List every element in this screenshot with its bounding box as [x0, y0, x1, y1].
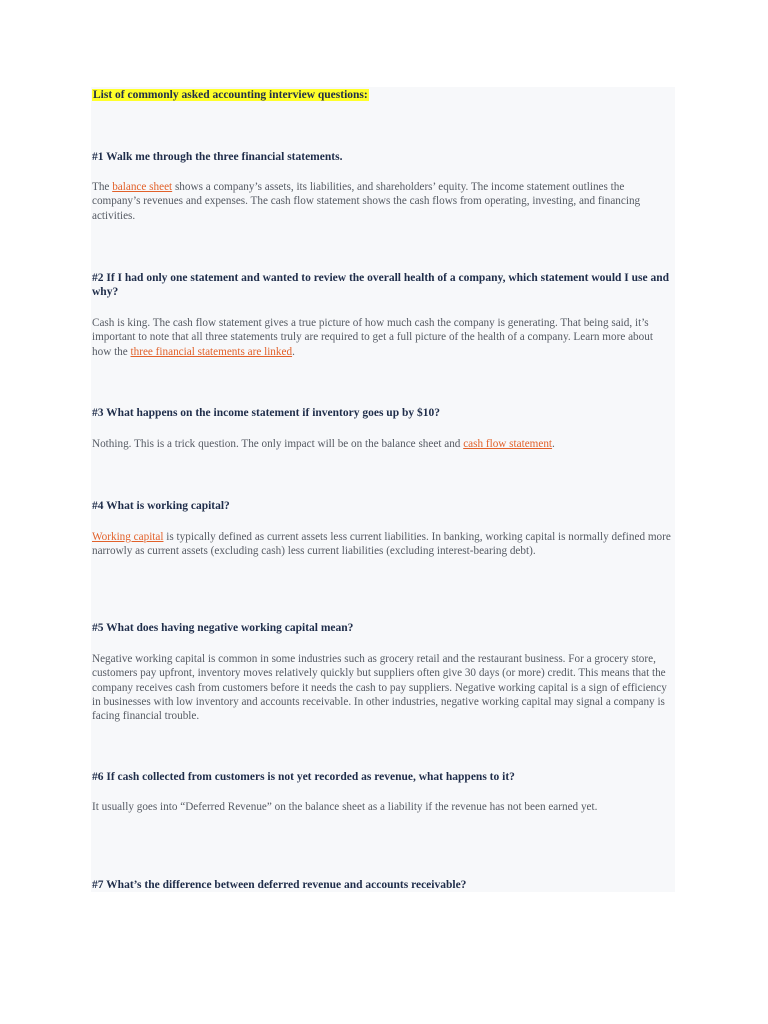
question-3: #3 What happens on the income statement if inventory goes up by $10? [92, 407, 440, 419]
link-cash-flow-statement[interactable]: cash flow statement [463, 438, 553, 450]
answer-5: Negative working capital is common in some industries such as grocery retail and the restaurant business. For a grocery store, customers pay upfront, inventory moves relatively quickly but suppliers often give 30 days (or more) credit. This means that the company receives cash from customers before it needs the cash to pay suppliers. Negative working capital is a sign of efficiency in businesses with low inventory and accounts receivable. In other industries, negative working capital may signal a company is facing financial trouble. [92, 653, 667, 723]
link-working-capital[interactable]: Working capital [92, 531, 164, 543]
question-4: #4 What is working capital? [92, 500, 230, 512]
question-5: #5 What does having negative working capital mean? [92, 622, 354, 634]
question-6: #6 If cash collected from customers is not yet recorded as revenue, what happens to it? [92, 771, 515, 783]
answer-4: Working capital is typically defined as current assets less current liabilities. In banking, working capital is normally defined more narrowly as current assets (excluding cash) less current liabilities (excluding interest-bearing debt). [92, 531, 671, 558]
answer-1: The balance sheet shows a company’s assets, its liabilities, and shareholders’ equity. The income statement outlines the company’s revenues and expenses. The cash flow statement shows the cash flows from operating, investing, and financing activities. [92, 181, 641, 222]
answer-3: Nothing. This is a trick question. The only impact will be on the balance sheet and cash flow statement. [92, 438, 555, 450]
answer-6: It usually goes into “Deferred Revenue” on the balance sheet as a liability if the revenue has not been earned yet. [92, 801, 598, 813]
highlighted-title-text: List of commonly asked accounting interview questions: [93, 89, 368, 101]
question-7: #7 What’s the difference between deferred revenue and accounts receivable? [92, 879, 467, 891]
document-title [92, 88, 369, 102]
link-balance-sheet[interactable]: balance sheet [112, 181, 173, 193]
answer-2: Cash is king. The cash flow statement gives a true picture of how much cash the company is generating. That being said, it’s important to note that all three statements truly are required to get a full picture of the health of a company. Learn more about how the three financial statements are linked. [92, 317, 653, 358]
question-2: #2 If I had only one statement and wanted to review the overall health of a company, which statement would I use and why? [92, 272, 670, 298]
question-1: #1 Walk me through the three financial statements. [92, 151, 343, 163]
link-three-financial-statements-linked[interactable]: three financial statements are linked [130, 345, 293, 358]
